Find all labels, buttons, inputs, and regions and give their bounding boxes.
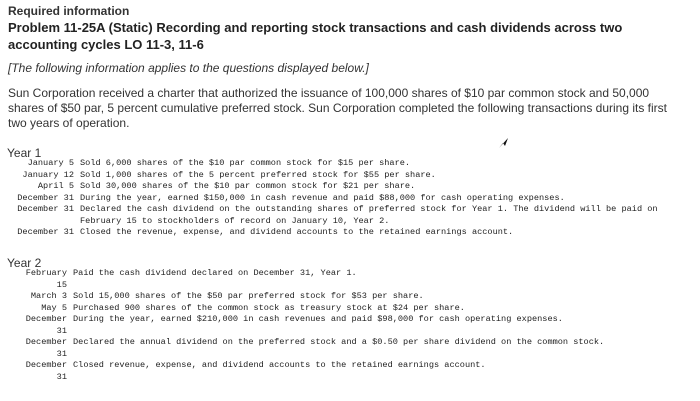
table-row [18, 360, 682, 383]
transaction-description: During the year, earned $210,000 in cash revenues and paid $98,000 for cash operating expenses. [73, 314, 563, 324]
transaction-description: During the year, earned $150,000 in cash revenue and paid $88,000 for cash operating expenses. [80, 192, 565, 203]
year2-label: Year 2 [7, 256, 42, 270]
transaction-description: Closed revenue, expense, and dividend accounts to the retained earnings account. [73, 360, 486, 370]
table-row [18, 337, 682, 360]
transaction-date: December 31 [17, 227, 74, 237]
table-row [4, 227, 684, 239]
transaction-date: December 31 [25, 314, 67, 336]
table-row [18, 268, 682, 291]
transaction-date: December 31 [17, 204, 74, 214]
transaction-date: January 5 [27, 158, 74, 168]
required-information-label: Required information [8, 4, 130, 18]
transaction-description: Closed the revenue, expense, and dividend accounts to the retained earnings account. [80, 227, 514, 237]
table-row [4, 158, 684, 170]
info-note: [The following information applies to the questions displayed below.] [8, 61, 369, 75]
transaction-date: January 12 [22, 169, 74, 180]
transaction-description: Declared the cash dividend on the outstanding shares of preferred stock for Year 1. The dividend will be paid on February 15 to stockholders of record on January 10, Year 2. [80, 204, 658, 226]
table-row [4, 181, 684, 193]
transaction-date: December 31 [25, 360, 67, 382]
transaction-description: Paid the cash dividend declared on December 31, Year 1. [73, 268, 357, 278]
transaction-description: Sold 15,000 shares of the $50 par preferred stock for $53 per share. [73, 291, 424, 301]
transaction-date: May 5 [41, 302, 67, 313]
transaction-description: Declared the annual dividend on the preferred stock and a $0.50 per share dividend on the common stock. [73, 337, 605, 347]
year2-transactions-table [18, 268, 682, 383]
table-row [18, 291, 682, 303]
transaction-date: December 31 [17, 192, 74, 203]
transaction-date: February 15 [25, 268, 67, 290]
table-row [18, 314, 682, 337]
table-row [4, 170, 684, 182]
transaction-description: Sold 1,000 shares of the 5 percent preferred stock for $55 per share. [80, 169, 436, 180]
transaction-description: Sold 30,000 shares of the $10 par common stock for $21 per share. [80, 181, 416, 191]
transaction-date: December 31 [25, 337, 67, 359]
transaction-description: Purchased 900 shares of the common stock as treasury stock at $24 per share. [73, 302, 465, 313]
year1-transactions-table [4, 158, 684, 239]
transaction-date: March 3 [30, 291, 67, 301]
year1-label: Year 1 [7, 146, 42, 160]
table-row [4, 204, 684, 227]
intro-paragraph: Sun Corporation received a charter that authorized the issuance of 100,000 shares of $10 par common stock and 50,000 shares of $50 par, 5 percent cumulative preferred stock. Sun Corporation completed the following transactions during its first two years of operation. [8, 86, 668, 130]
transaction-date: April 5 [37, 181, 74, 191]
table-row [4, 193, 684, 205]
table-row [18, 303, 682, 315]
problem-title: Problem 11-25A (Static) Recording and reporting stock transactions and cash dividends across two accounting cycles LO 11-3, 11-6 [8, 20, 623, 52]
mouse-pointer-icon [498, 137, 510, 149]
transaction-description: Sold 6,000 shares of the $10 par common stock for $15 per share. [80, 158, 411, 168]
